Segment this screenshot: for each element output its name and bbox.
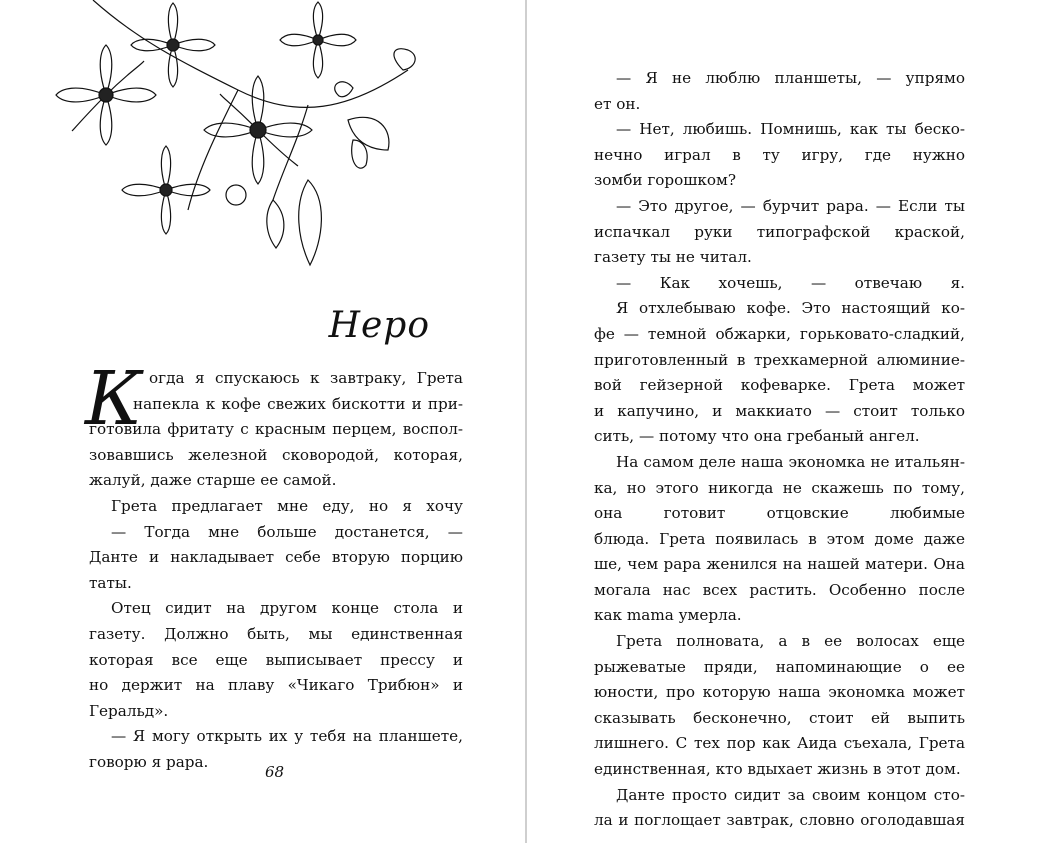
text-line: На самом деле наша экономка не итальян-	[616, 452, 965, 471]
text-line: она готовит отцовские любимые	[594, 504, 965, 523]
text-line: — Нет, любишь. Помнишь, как ты бескo-	[616, 120, 965, 139]
text-line: приготовленный в трехкамерной алюминие-	[594, 350, 965, 369]
text-line: блюда. Грета появилась в этом доме даже	[594, 529, 965, 548]
text-line: — Я могу открыть их у тебя на планшете,	[111, 727, 463, 746]
left-page	[0, 0, 525, 843]
text-line: огда я спускаюсь к завтраку, Грета	[149, 369, 463, 387]
text-line: и капучино, и маккиато — стоит только	[594, 401, 965, 420]
text-line: зовавшись железной сковородой, которая,	[89, 445, 463, 464]
right-page-body	[594, 66, 965, 834]
text-line: ка, но этого никогда не скажешь по тому,	[594, 478, 965, 497]
text-line: зомби горошком?	[594, 171, 737, 190]
text-line: газету. Должно быть, мы единственная	[89, 624, 463, 643]
text-line: газету ты не читал.	[594, 248, 752, 267]
page-number-left: 68	[265, 763, 285, 781]
text-line: Грета предлагает мне еду, но я хочу	[111, 496, 463, 515]
chapter-title: Неро	[328, 305, 430, 346]
text-line: нечно играл в ту игру, где нужно	[594, 145, 965, 164]
text-line: напекла к кофе свежих бискотти и при-	[133, 394, 463, 413]
text-line: — Это другое, — бурчит papa. — Если ты	[616, 196, 965, 215]
right-page	[527, 0, 1051, 843]
text-line: Данте и накладывает себе вторую порцию	[89, 548, 463, 567]
text-line: лишнего. С тех пор как Аида съехала, Грета	[594, 734, 965, 753]
text-line: могала нас всех растить. Особенно после	[594, 580, 965, 599]
text-line: рыжеватые пряди, напоминающие о ее	[594, 657, 965, 676]
text-line: ше, чем papa женился на нашей матери. Она	[594, 555, 965, 574]
left-page-body	[85, 356, 463, 776]
text-line: вой гейзерной кофеварке. Грета может	[594, 376, 965, 395]
text-line: сказывать бесконечно, стоит ей выпить	[594, 708, 965, 727]
text-line: говорю я papa.	[89, 752, 209, 771]
text-line: юности, про которую наша экономка может	[594, 683, 965, 702]
text-line: Отец сидит на другом конце стола и	[111, 599, 463, 618]
text-line: испачкал руки типографской краской,	[594, 222, 965, 241]
text-line: — Тогда мне больше достанется, —	[111, 522, 463, 541]
text-line: которая все еще выписывает прессу и	[89, 650, 463, 669]
text-line: ла и поглощает завтрак, словно оголодавшая	[594, 811, 965, 830]
text-line: как mama умерла.	[594, 606, 742, 625]
text-line: ет он.	[594, 94, 641, 113]
text-line: таты.	[89, 573, 132, 592]
text-line: готовила фритату с красным перцем, воспол-	[89, 420, 463, 439]
text-line: жалуй, даже старше ее самой.	[89, 471, 337, 490]
text-line: Геральд».	[89, 701, 169, 720]
text-line: Грета полновата, а в ее волосах еще	[616, 632, 965, 651]
text-line: Данте просто сидит за своим концом сто-	[616, 785, 965, 804]
drop-cap: К	[85, 356, 143, 442]
clematis-flower-illustration	[48, 0, 428, 280]
text-line: Я отхлебываю кофе. Это настоящий ко-	[616, 299, 965, 318]
text-line: — Как хочешь, — отвечаю я.	[616, 273, 965, 292]
text-line: фе — темной обжарки, горьковато-сладкий,	[594, 324, 965, 343]
text-line: единственная, кто вдыхает жизнь в этот дом.	[594, 760, 961, 779]
text-line: — Я не люблю планшеты, — упрямо	[616, 69, 965, 87]
text-line: сить, — потому что она гребаный ангел.	[594, 427, 920, 446]
text-line: но держит на плаву «Чикаго Трибюн» и	[89, 676, 463, 695]
